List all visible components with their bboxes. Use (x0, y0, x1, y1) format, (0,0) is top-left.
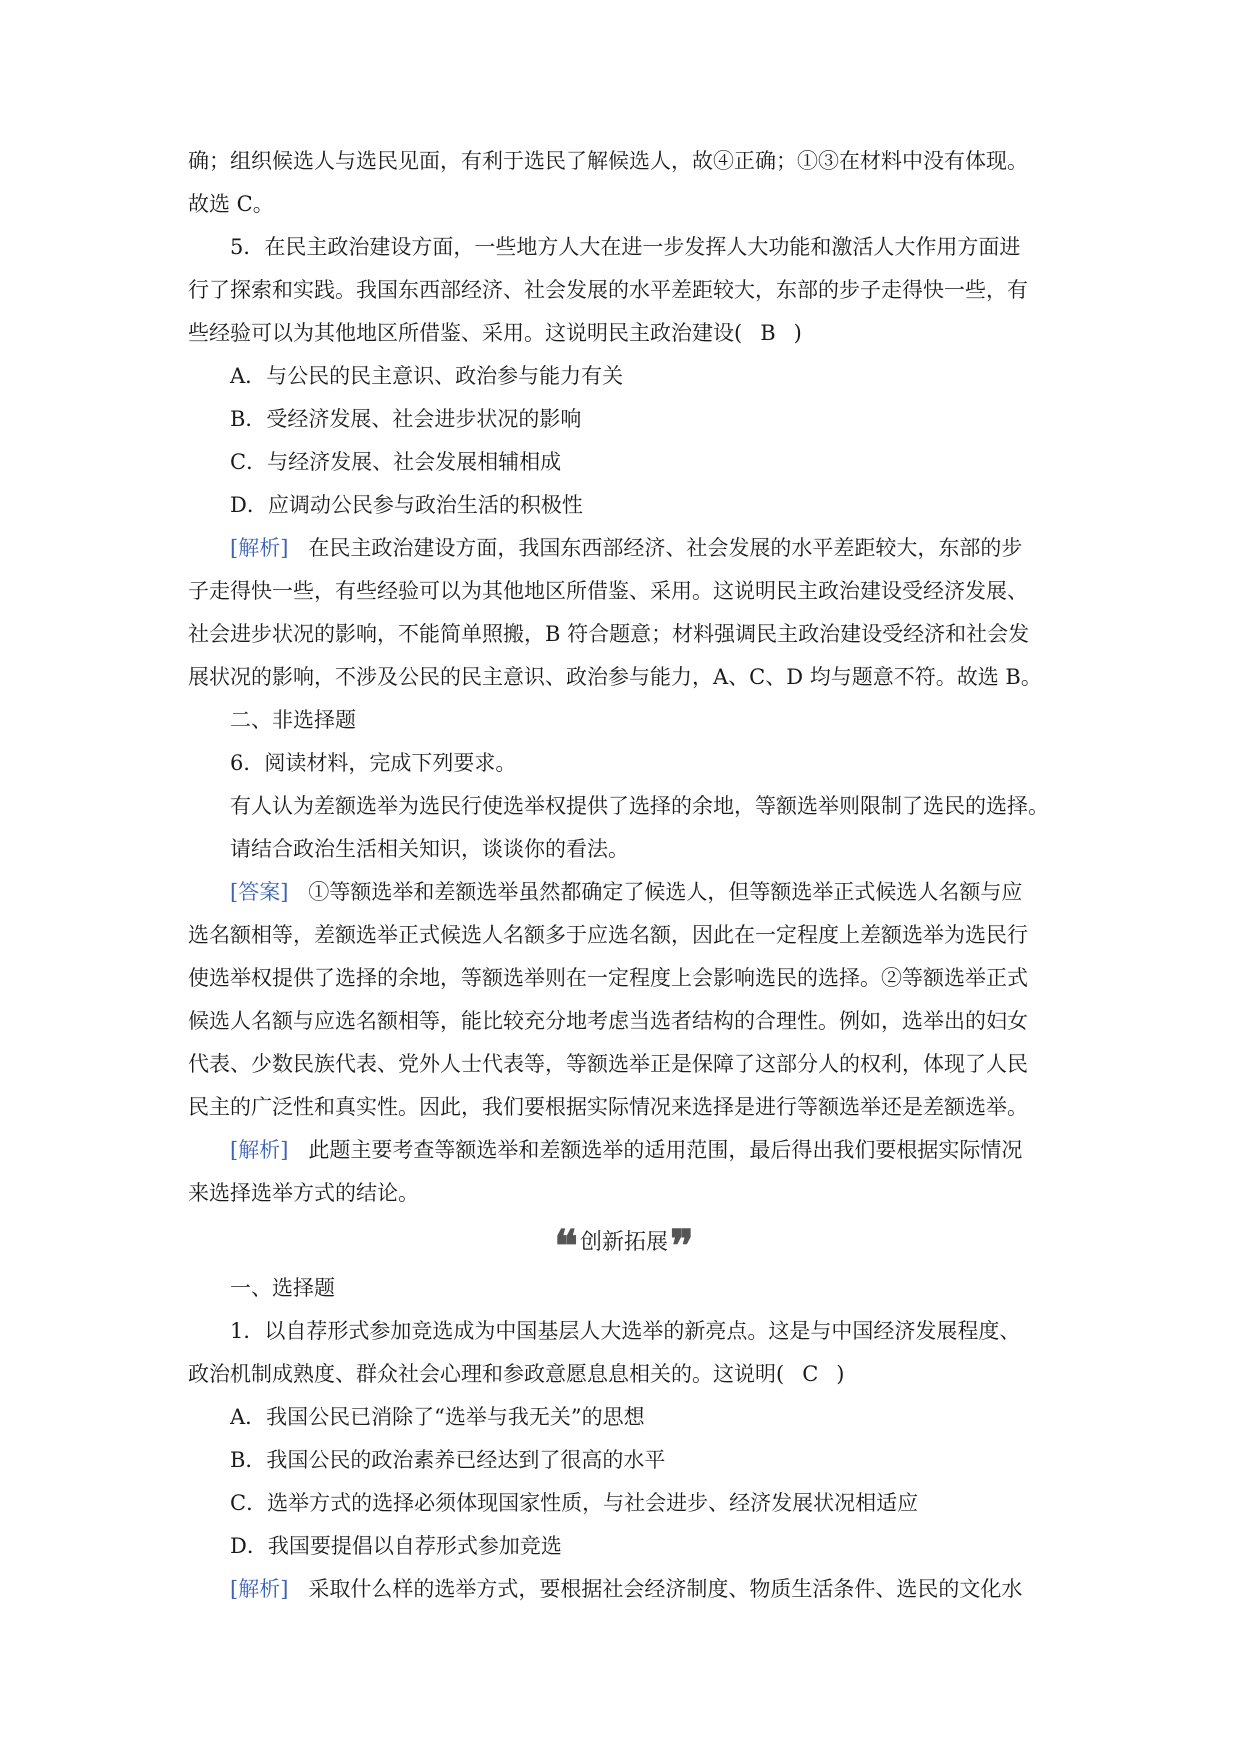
q6-answer-text: ①等额选举和差额选举虽然都确定了候选人，但等额选举正式候选人名额与应 (308, 880, 1023, 904)
q6-answer-line: 民主的广泛性和真实性。因此，我们要根据实际情况来选择是进行等额选举还是差额选举。 (188, 1095, 1028, 1119)
q6-answer-line: 候选人名额与应选名额相等，能比较充分地考虑当选者结构的合理性。例如，选举出的妇女 (188, 1009, 1028, 1033)
q6-material: 有人认为差额选举为选民行使选举权提供了选择的余地，等额选举则限制了选民的选择。 (230, 794, 1049, 818)
q6-analysis-tag: [解析] (230, 1138, 289, 1162)
n1-close-paren: ) (836, 1362, 845, 1386)
q5-option-d: D．应调动公民参与政治生活的积极性 (230, 493, 583, 517)
q6-request: 请结合政治生活相关知识，谈谈你的看法。 (230, 837, 629, 861)
n1-option-c: C．选举方式的选择必须体现国家性质，与社会进步、经济发展状况相适应 (230, 1491, 919, 1515)
n1-stem-text: 政治机制成熟度、群众社会心理和参政意愿息息相关的。这说明( (188, 1362, 785, 1386)
q5-answer: B (760, 321, 776, 345)
q6-answer-line: 选名额相等，差额选举正式候选人名额多于应选名额，因此在一定程度上差额选举为选民行 (188, 923, 1028, 947)
q6-answer-line: 代表、少数民族代表、党外人士代表等，等额选举正是保障了这部分人的权利，体现了人民 (188, 1052, 1028, 1076)
q5-close-paren: ) (793, 321, 802, 345)
q5-analysis-tag: [解析] (230, 536, 289, 560)
section-heading-choice: 一、选择题 (230, 1276, 335, 1300)
n1-option-a: A．我国公民已消除了“选举与我无关”的思想 (230, 1405, 645, 1429)
document-body (188, 140, 1060, 1611)
q5-analysis-line: 展状况的影响，不涉及公民的民主意识、政治参与能力，A、C、D 均与题意不符。故选 B。 (188, 665, 1042, 689)
n1-analysis-tag: [解析] (230, 1577, 289, 1601)
banner-title: 创新拓展 (579, 1230, 668, 1255)
q5-analysis-text: 在民主政治建设方面，我国东西部经济、社会发展的水平差距较大，东部的步 (308, 536, 1023, 560)
q6-answer-line (188, 871, 1060, 914)
section-heading-non-choice: 二、非选择题 (230, 708, 356, 732)
n1-option-b: B．我国公民的政治素养已经达到了很高的水平 (230, 1448, 666, 1472)
section-banner (188, 1221, 1060, 1272)
q6-stem: 6．阅读材料，完成下列要求。 (230, 751, 517, 775)
q5-analysis-line: 社会进步状况的影响，不能简单照搬，B 符合题意；材料强调民主政治建设受经济和社会发 (188, 622, 1030, 646)
q5-analysis-line (188, 527, 1060, 570)
q5-stem-line (188, 312, 1060, 355)
n1-stem-line: 1．以自荐形式参加竞选成为中国基层人大选举的新亮点。这是与中国经济发展程度、 (230, 1319, 1021, 1343)
n1-answer: C (802, 1362, 819, 1386)
n1-option-d: D．我国要提倡以自荐形式参加竞选 (230, 1534, 562, 1558)
q6-analysis-text: 此题主要考查等额选举和差额选举的适用范围，最后得出我们要根据实际情况 (308, 1138, 1023, 1162)
q4-analysis-tail-line: 确；组织候选人与选民见面，有利于选民了解候选人，故④正确；①③在材料中没有体现。 (188, 149, 1028, 173)
q6-answer-tag: [答案] (230, 880, 289, 904)
q5-option-a: A．与公民的民主意识、政治参与能力有关 (230, 364, 624, 388)
n1-stem-line (188, 1353, 1060, 1396)
q5-option-c: C．与经济发展、社会发展相辅相成 (230, 450, 562, 474)
open-quote-icon: ❝ (554, 1221, 578, 1272)
q4-analysis-tail-line: 故选 C。 (188, 192, 274, 216)
close-quote-icon: ❞ (670, 1221, 694, 1272)
q5-option-b: B．受经济发展、社会进步状况的影响 (230, 407, 582, 431)
n1-analysis-text: 采取什么样的选举方式，要根据社会经济制度、物质生活条件、选民的文化水 (308, 1577, 1023, 1601)
q5-stem-line: 5．在民主政治建设方面，一些地方人大在进一步发挥人大功能和激活人大作用方面进 (230, 235, 1021, 259)
q6-analysis-line (188, 1129, 1060, 1172)
q6-answer-line: 使选举权提供了选择的余地，等额选举则在一定程度上会影响选民的选择。②等额选举正式 (188, 966, 1028, 990)
q5-stem-text: 些经验可以为其他地区所借鉴、采用。这说明民主政治建设( (188, 321, 743, 345)
q5-stem-line: 行了探索和实践。我国东西部经济、社会发展的水平差距较大，东部的步子走得快一些，有 (188, 278, 1028, 302)
q5-analysis-line: 子走得快一些，有些经验可以为其他地区所借鉴、采用。这说明民主政治建设受经济发展、 (188, 579, 1028, 603)
q6-analysis-line: 来选择选举方式的结论。 (188, 1181, 419, 1205)
n1-analysis-line (188, 1568, 1060, 1611)
